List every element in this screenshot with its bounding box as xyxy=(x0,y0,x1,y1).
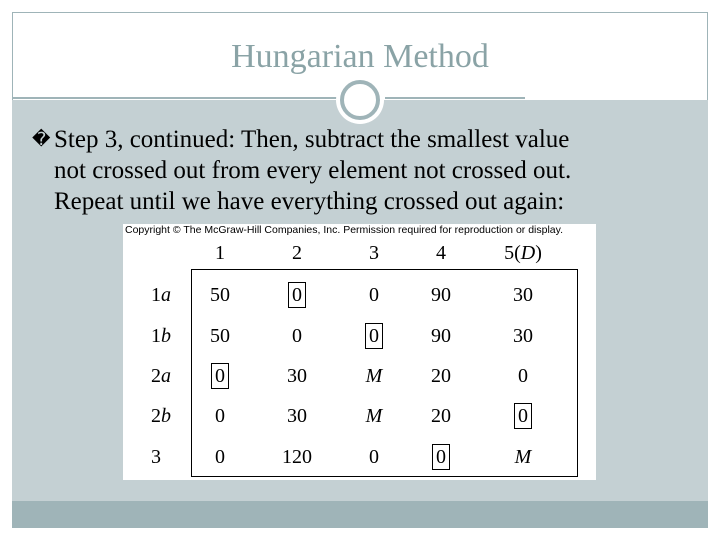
cell-value: 90 xyxy=(431,284,451,306)
row-label-2b: 2b xyxy=(151,405,171,427)
table-cell xyxy=(411,325,471,348)
table-cell xyxy=(267,325,327,348)
table-cell xyxy=(493,365,553,388)
table-cell xyxy=(344,405,404,428)
table-cell xyxy=(411,405,471,428)
boxed-zero: 0 xyxy=(215,365,225,387)
column-header-2: 2 xyxy=(292,242,302,264)
circle-ornament xyxy=(336,76,384,124)
table-cell xyxy=(411,365,471,388)
bullet-line-1-text: Step 3, continued: Then, subtract the smallest value xyxy=(54,126,570,153)
cell-value: 30 xyxy=(287,405,307,427)
cell-value: 0 xyxy=(292,325,302,347)
bullet-text xyxy=(32,124,702,217)
column-header-4: 4 xyxy=(436,242,446,264)
column-header-5: 5(D) xyxy=(504,242,542,264)
cell-value: 20 xyxy=(431,365,451,387)
boxed-zero: 0 xyxy=(292,284,302,306)
table-cell xyxy=(344,365,404,388)
title-divider-right xyxy=(385,97,525,99)
table-cell xyxy=(190,284,250,307)
table-cell xyxy=(493,446,553,469)
table-cell xyxy=(267,365,327,388)
cell-value: M xyxy=(514,446,532,468)
table-cell xyxy=(411,284,471,307)
footer-bar xyxy=(12,501,708,528)
table-cell xyxy=(267,405,327,428)
cell-value: 0 xyxy=(518,365,528,387)
table-cell xyxy=(190,446,250,469)
boxed-zero: 0 xyxy=(436,446,446,468)
cell-value: 90 xyxy=(431,325,451,347)
bullet-line-1 xyxy=(32,124,702,155)
cell-value: M xyxy=(365,365,383,387)
cell-value: M xyxy=(365,405,383,427)
cell-value: 0 xyxy=(369,284,379,306)
cell-value: 0 xyxy=(215,405,225,427)
table-cell xyxy=(344,446,404,469)
column-header-3: 3 xyxy=(369,242,379,264)
slide-title: Hungarian Method xyxy=(231,38,489,75)
cell-value: 50 xyxy=(210,284,230,306)
bullet-line-2: not crossed out from every element not crossed out. xyxy=(54,157,572,184)
assignment-table-figure xyxy=(123,224,596,480)
row-label-3: 3 xyxy=(151,446,161,468)
table-cell xyxy=(411,446,471,469)
table-cell xyxy=(190,405,250,428)
circle-ring-icon xyxy=(340,80,380,120)
table-cell xyxy=(344,284,404,307)
cell-value: 20 xyxy=(431,405,451,427)
bullet-marker-icon: � xyxy=(32,129,51,150)
cell-value: 0 xyxy=(369,446,379,468)
table-cell xyxy=(493,325,553,348)
table-cell xyxy=(267,284,327,307)
boxed-zero: 0 xyxy=(369,325,379,347)
row-label-1a: 1a xyxy=(151,284,171,306)
cell-value: 50 xyxy=(210,325,230,347)
table-cell xyxy=(190,325,250,348)
boxed-zero: 0 xyxy=(518,405,528,427)
cell-value: 30 xyxy=(287,365,307,387)
bullet-line-3: Repeat until we have everything crossed out again: xyxy=(54,188,565,215)
copyright-notice: Copyright © The McGraw-Hill Companies, Inc. Permission required for reproduction or display. xyxy=(125,224,564,236)
table-cell xyxy=(493,284,553,307)
cell-value: 120 xyxy=(282,446,312,468)
cell-value: 30 xyxy=(513,284,533,306)
table-cell xyxy=(190,365,250,388)
table-cell xyxy=(344,325,404,348)
cell-value: 0 xyxy=(215,446,225,468)
column-header-1: 1 xyxy=(215,242,225,264)
cell-value: 30 xyxy=(513,325,533,347)
row-label-2a: 2a xyxy=(151,365,171,387)
table-cell xyxy=(493,405,553,428)
table-cell xyxy=(267,446,327,469)
title-divider-left xyxy=(12,97,337,99)
row-label-1b: 1b xyxy=(151,325,171,347)
